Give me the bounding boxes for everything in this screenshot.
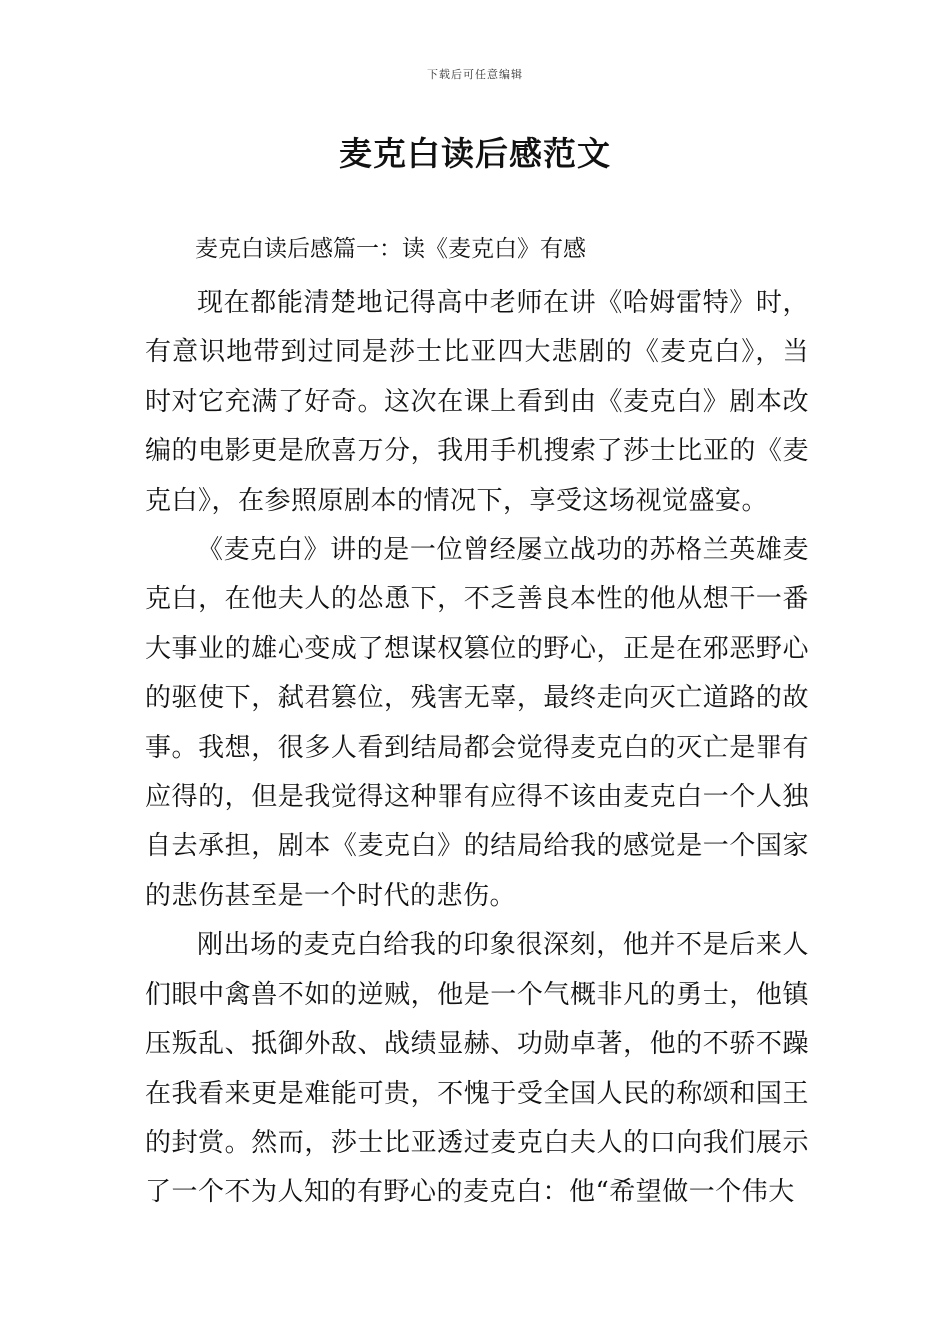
paragraph-1: 现在都能清楚地记得高中老师在讲《哈姆雷特》时，有意识地带到过同是莎士比亚四大悲剧的《麦克白》，当时对它充满了好奇。这次在课上看到由《麦克白》剧本改编的电影更是欣喜万分，我用手机搜索了莎士比亚的《麦克白》，在参照原剧本的情况下，享受这场视觉盛宴。 [145,288,809,516]
document-title: 麦克白读后感范文 [339,134,611,173]
paragraph-2: 《麦克白》讲的是一位曾经屡立战功的苏格兰英雄麦克白，在他夫人的怂恿下，不乏善良本性的他从想干一番大事业的雄心变成了想谋权篡位的野心，正是在邪恶野心的驱使下，弑君篡位，残害无辜，最终走向灭亡道路的故事。我想，很多人看到结局都会觉得麦克白的灭亡是罪有应得的，但是我觉得这种罪有应得不该由麦克白一个人独自去承担，剧本《麦克白》的结局给我的感觉是一个国家的悲伤甚至是一个时代的悲伤。 [145,535,809,911]
section-subheading: 麦克白读后感篇一：读《麦克白》有感 [195,236,586,262]
header-note: 下载后可任意编辑 [427,68,523,81]
body-text [145,279,809,1218]
paragraph-3: 刚出场的麦克白给我的印象很深刻，他并不是后来人们眼中禽兽不如的逆贼，他是一个气概非凡的勇士，他镇压叛乱、抵御外敌、战绩显赫、功勋卓著，他的不骄不躁在我看来更是难能可贵，不愧于受全国人民的称颂和国王的封赏。然而，莎士比亚透过麦克白夫人的口向我们展示了一个不为人知的有野心的麦克白：他“希望做一个伟大 [145,930,809,1208]
